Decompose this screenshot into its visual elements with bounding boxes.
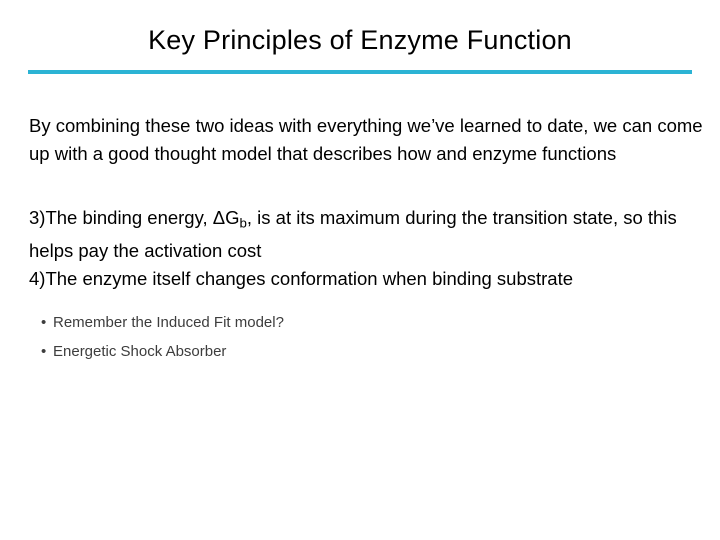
intro-paragraph: By combining these two ideas with everything we’ve learned to date, we can come up with a good thought model that describes how and enzyme functions	[29, 115, 703, 164]
bullet-icon: •	[41, 343, 47, 361]
point-4-prefix: 4)	[29, 268, 46, 290]
bullet-icon: •	[41, 314, 47, 332]
point-3-prefix: 3)	[29, 207, 46, 228]
point-3-text-after: , is at its maximum during the transition state, so this helps pay the activation cost	[29, 207, 677, 262]
point-3-text-before: The binding energy,	[45, 207, 213, 228]
paragraph-spacer	[29, 168, 715, 204]
point-3-symbol: ΔG	[212, 207, 240, 228]
numbered-point-3	[29, 204, 715, 265]
sub-bullet-1	[29, 308, 715, 337]
slide-body	[29, 112, 715, 366]
title-divider	[28, 70, 692, 74]
point-3-subscript: b	[239, 215, 247, 231]
sub-bullet-2	[29, 337, 715, 366]
page-title: Key Principles of Enzyme Function	[148, 25, 572, 55]
point-4-text: The enzyme itself changes conformation when binding substrate	[45, 268, 574, 290]
sub-bullet-spacer	[29, 293, 715, 308]
sub-bullet-2-text: Energetic Shock Absorber	[53, 343, 227, 361]
sub-bullet-1-text: Remember the Induced Fit model?	[53, 314, 284, 332]
numbered-point-4	[29, 265, 715, 293]
